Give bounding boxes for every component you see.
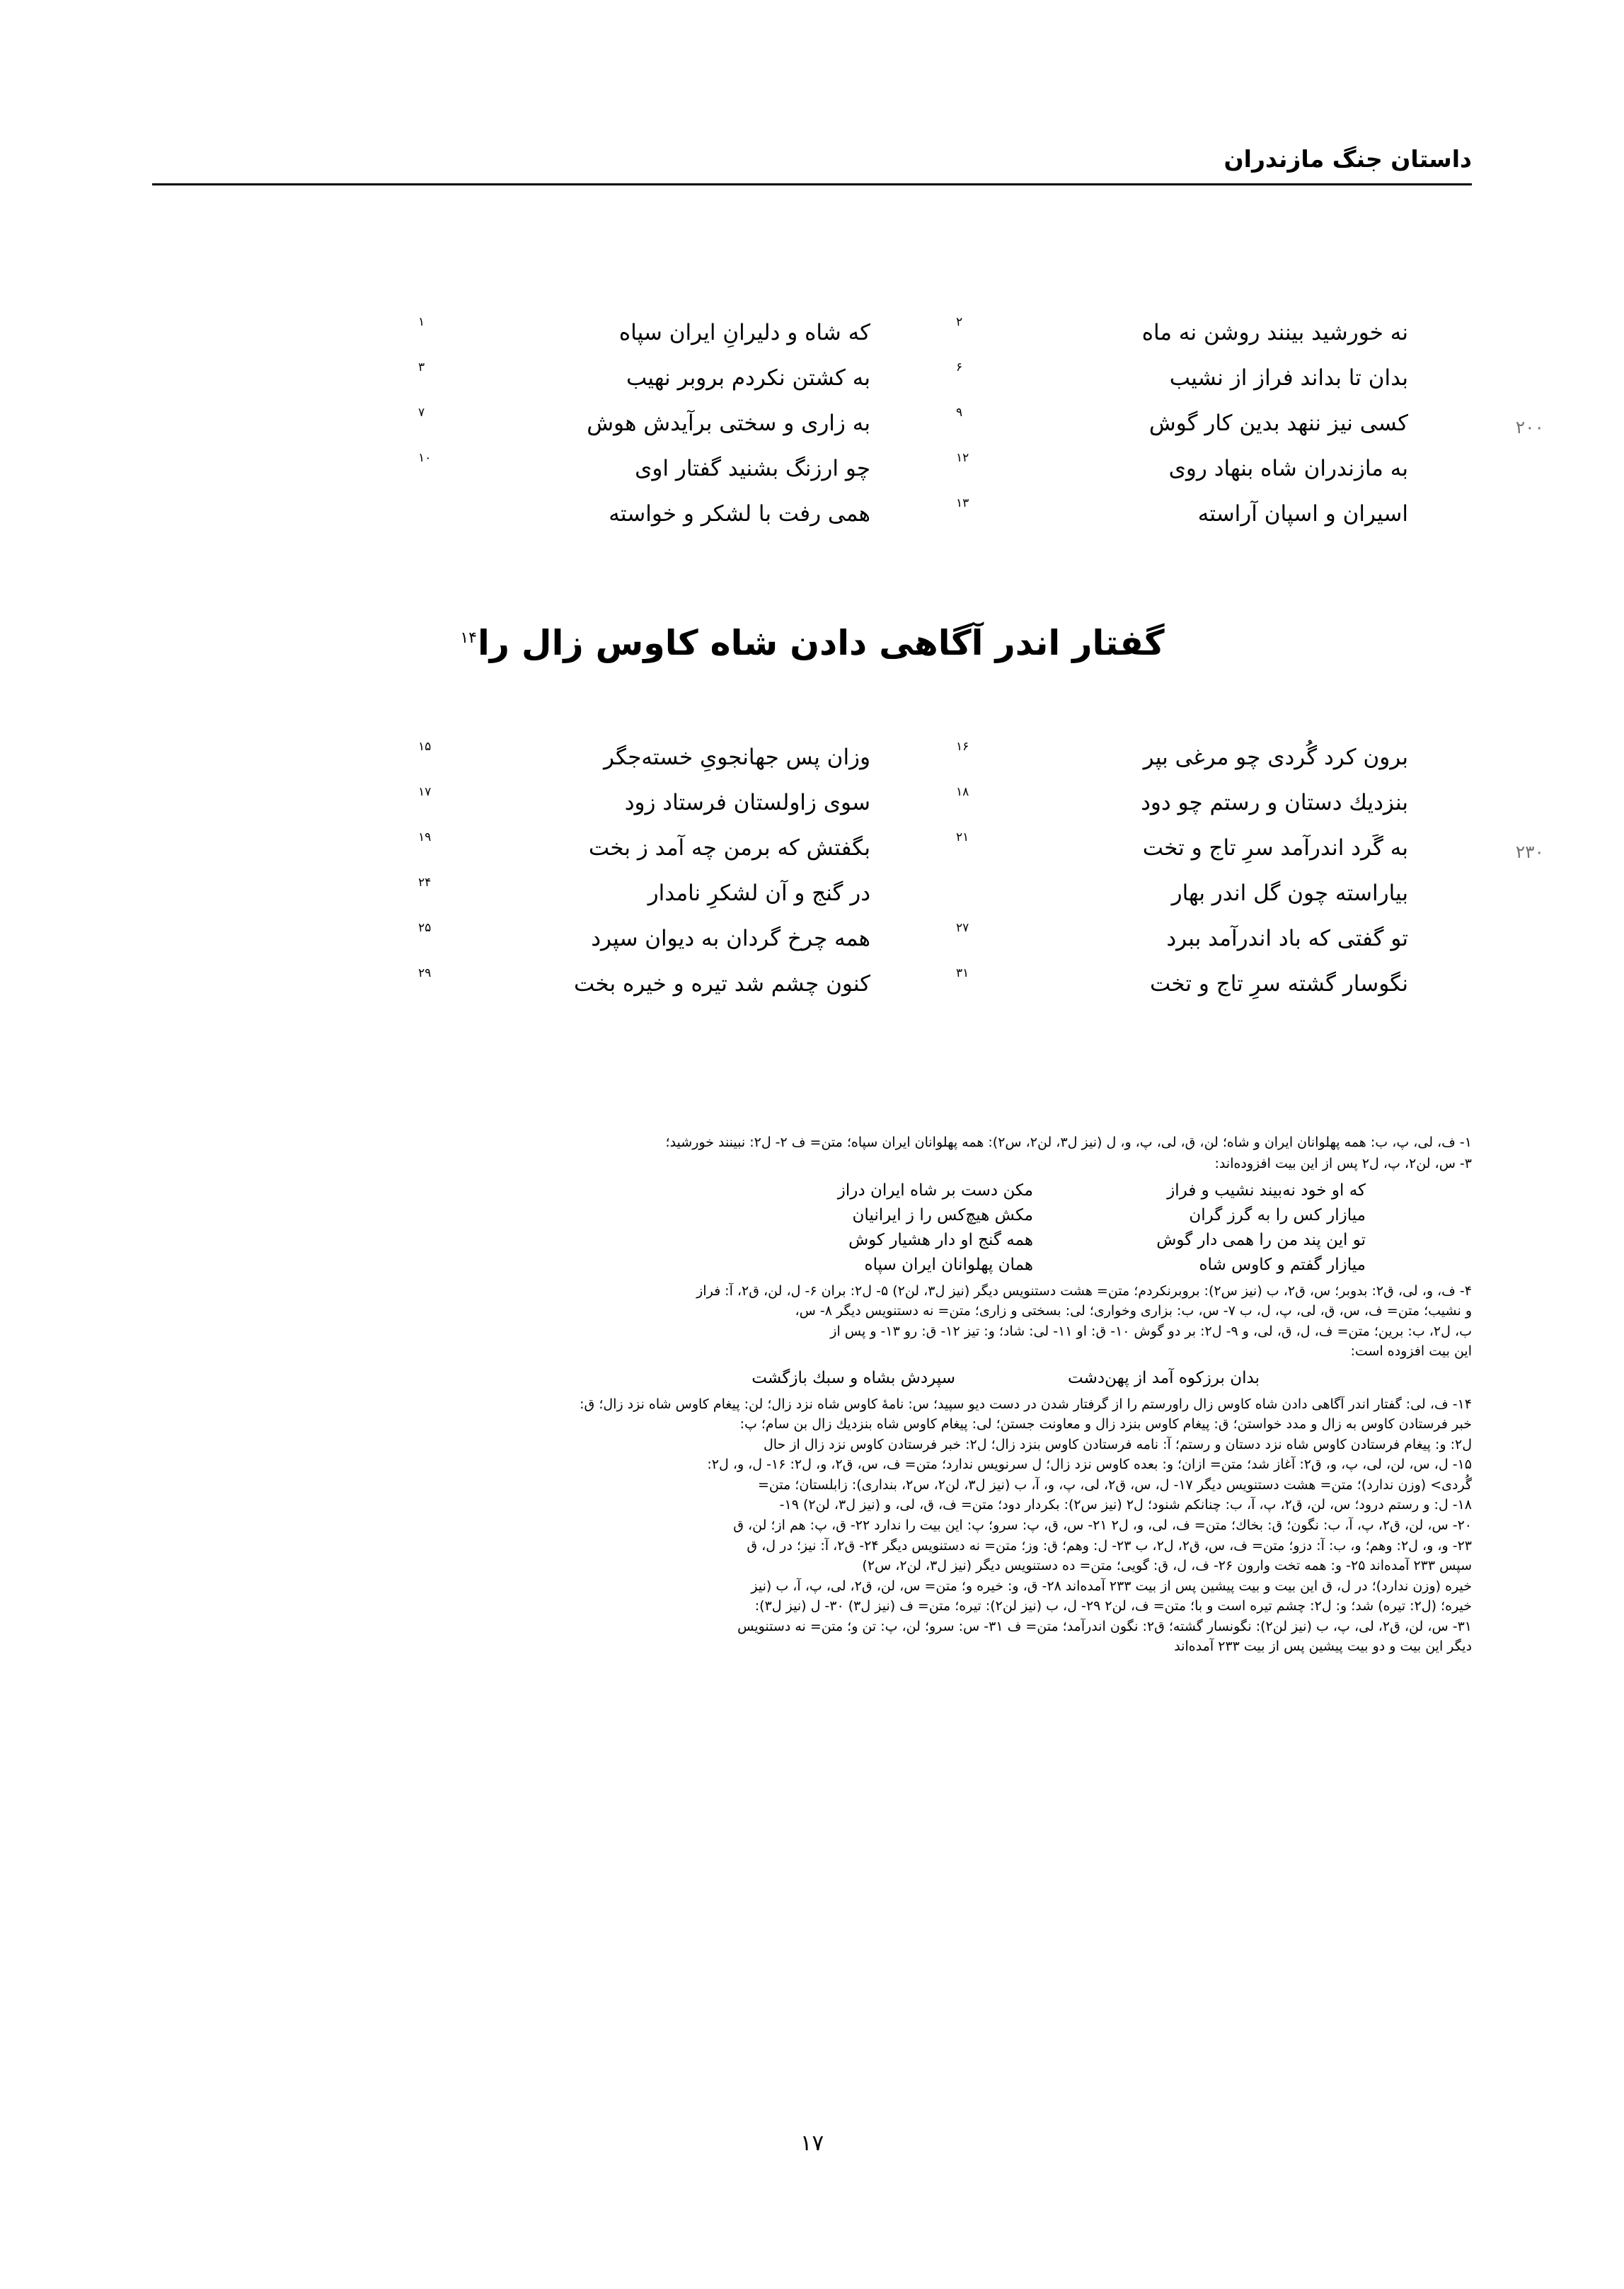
line-number-marker: ۲۰۰ xyxy=(1515,417,1544,437)
hemistich-text: کسی نیز ننهد بدین کار گوش xyxy=(1148,411,1408,436)
note-ref: ۱۲ xyxy=(956,451,969,465)
apparatus-entry: ل۲: و: پیغام فرستادن کاوس شاه نزد دستان و رستم؛ آ: نامه فرستادن کاوس بنزد زال؛ ل۲: خبر فرستادن کاوس نزد زال از حال xyxy=(763,1436,1472,1452)
couplet xyxy=(152,785,1472,815)
note-ref: ۱۷ xyxy=(418,785,432,799)
apparatus-inserted-verses-one xyxy=(152,1178,1472,1278)
hemistich-right: همه گنج او دار هشیار کوش xyxy=(848,1230,1033,1249)
hemistich-left xyxy=(955,966,1408,997)
apparatus-entry: ۲۰- س، لن، ق۲، پ، آ، ب: نگون؛ ق: بخاك؛ متن= ف، لی، و، ل۲ ۲۱- س، ق، پ: سرو؛ پ: این بیت را ندارد ۲۲- ق، پ: هم از؛ لن، ق xyxy=(733,1517,1472,1533)
hemistich-text: چو ارزنگ بشنید گفتار اوی xyxy=(635,456,870,481)
hemistich-right xyxy=(417,360,870,391)
couplet xyxy=(152,921,1472,951)
hemistich-text: برون کرد گُردی چو مرغی بپر xyxy=(1143,745,1408,770)
hemistich-text: نگوسار گشته سرِ تاج و تخت xyxy=(1149,971,1408,997)
apparatus-entry: ۱۴- ف، لی: گفتار اندر آگاهی دادن شاه کاوس زال راورستم را از گرفتار شدن در دست دیو سپید؛ س: نامهٔ کاوس شاه نزد زال؛ لن: پیغام کاوس شاه نزد زال؛ ق: xyxy=(580,1396,1472,1412)
hemistich-text: بدان تا بداند فراز از نشیب xyxy=(1169,365,1408,391)
note-ref: ۶ xyxy=(956,360,963,374)
note-ref: ۳۱ xyxy=(956,966,969,980)
hemistich-right xyxy=(417,876,870,906)
hemistich-right: مکن دست بر شاه ایران دراز xyxy=(837,1181,1033,1200)
hemistich-right xyxy=(417,966,870,997)
hemistich-right xyxy=(417,830,870,861)
apparatus-entry: و نشیب؛ متن= ف، س، ق، لی، پ، ل، ب ۷- س، ب: بزاری وخواری؛ لی: بسختی و زاری؛ متن= نه دستنویس دیگر ۸- س، xyxy=(795,1303,1472,1319)
page-number: ۱۷ xyxy=(800,2130,824,2156)
hemistich-text: بنزدیك دستان و رستم چو دود xyxy=(1141,790,1408,815)
note-ref: ۱۸ xyxy=(956,785,969,799)
hemistich-left xyxy=(955,406,1408,436)
apparatus-entry: ۳- س، لن۲، پ، ل۲ پس از این بیت افزوده‌اند: xyxy=(1214,1155,1472,1171)
apparatus-entry: خیره؛ (ل۲: تیره) شد؛ و: ل۲: چشم تیره است و با؛ متن= ف، لن۲ ۲۹- ل، ب (نیز لن۲): تیره؛ متن= ف (نیز ل۳) ۳۰- ل (نیز ل۳): xyxy=(754,1598,1472,1614)
hemistich-left: میازار گفتم و کاوس شاه xyxy=(1199,1255,1366,1274)
apparatus-entry: خبر فرستادن کاوس به زال و مدد خواستن؛ ق: پیغام کاوس بنزد زال و معاونت جستن؛ لی: پیغام کاوس شاه بنزدیك زال بن سام؛ پ: xyxy=(739,1416,1472,1433)
note-ref: ۳ xyxy=(418,360,425,374)
hemistich-right xyxy=(417,315,870,345)
hemistich-left xyxy=(955,785,1408,815)
apparatus-inserted-verses-two xyxy=(152,1366,1472,1391)
note-ref: ۲۷ xyxy=(956,921,969,935)
hemistich-right xyxy=(417,451,870,481)
apparatus-verse-line xyxy=(152,1366,1260,1391)
hemistich-right xyxy=(417,740,870,770)
apparatus-verse-line xyxy=(152,1178,1366,1203)
hemistich-left xyxy=(955,360,1408,391)
apparatus-verse-line xyxy=(152,1203,1366,1228)
hemistich-text: وزان پس جهانجویِ خسته‌جگر xyxy=(603,745,870,770)
apparatus-entry: خیره (وزن ندارد)؛ در ل، ق این بیت و بیت پیشین پس از بیت ۲۳۳ آمده‌اند ۲۸- ق، و: خیره و؛ متن= س، لن، ق۲، لی، پ، آ، ب (نیز xyxy=(751,1578,1472,1594)
hemistich-left: میازار کس را به گرز گران xyxy=(1189,1205,1366,1224)
apparatus-entry: ۱۵- ل، س، لن، لی، پ، و، ق۲: آغاز شد؛ متن= ازان؛ و: بعده کاوس نزد زال؛ ل سرنویس ندارد؛ متن= ف، س، ق۲، و، ل۲: ۱۶- ل، و، ل۲: xyxy=(707,1457,1472,1473)
hemistich-left xyxy=(955,880,1408,906)
couplet xyxy=(152,406,1544,437)
note-ref: ۱۹ xyxy=(418,830,432,844)
hemistich-left: که او خود نه‌بیند نشیب و فراز xyxy=(1167,1181,1366,1200)
hemistich-text: به زاری و سختی برآیدش هوش xyxy=(587,411,870,436)
hemistich-right: همان پهلوانان ایران سپاه xyxy=(864,1255,1033,1274)
verse-block-one xyxy=(152,315,1544,527)
hemistich-text: بیاراسته چون گل اندر بهار xyxy=(1171,880,1408,906)
note-ref: ۹ xyxy=(956,406,963,420)
line-number-marker: ۲۳۰ xyxy=(1515,842,1544,862)
apparatus-entry: ۴- ف، و، لی، ق۲: بدوبر؛ س، ق۲، ب (نیز س۲): بروبرنکردم؛ متن= هشت دستنویس دیگر (نیز ل۳، لن۲) ۵- ل۲: بران ۶- ل، لن، ق۲، آ: فراز xyxy=(696,1283,1472,1299)
apparatus-entry: ۱- ف، لی، پ، ب: همه پهلوانان ایران و شاه؛ لن، ق، لی، پ، و، ل (نیز ل۳، لن۲، س۲): همه پهلوانان ایران سپاه؛ متن= ف ۲- ل۲: نبینند خورشید؛ xyxy=(665,1135,1472,1150)
hemistich-text: همه چرخ گردان به دیوان سپرد xyxy=(591,926,870,951)
hemistich-left xyxy=(955,315,1408,345)
hemistich-right: سپردش بشاه و سبك بازگشت xyxy=(751,1368,955,1387)
note-ref: ۱۳ xyxy=(956,496,969,510)
section-heading xyxy=(152,623,1472,663)
hemistich-text: به گَرد اندرآمد سرِ تاج و تخت xyxy=(1142,835,1408,861)
hemistich-text: به مازندران شاه بنهاد روی xyxy=(1168,456,1408,481)
apparatus-entry: ۳۱- س، لن، ق۲، لی، پ، ب (نیز لن۲): نگونسار گشته؛ ق۲: نگون اندرآمد؛ متن= ف ۳۱- س: سرو؛ لن، پ: تن و؛ متن= نه دستنویس xyxy=(737,1618,1472,1634)
running-head-rule xyxy=(152,183,1472,185)
hemistich-left xyxy=(955,451,1408,481)
apparatus-verse-line xyxy=(152,1253,1366,1278)
apparatus-entry: دیگر این بیت و دو بیت پیشین پس از بیت ۲۳۳ آمده‌اند xyxy=(1174,1639,1472,1655)
couplet xyxy=(152,315,1472,345)
hemistich-text: بگفتش که برمن چه آمد ز بخت xyxy=(588,835,870,861)
apparatus-verse-line xyxy=(152,1228,1366,1253)
hemistich-left xyxy=(955,740,1408,770)
hemistich-left xyxy=(955,830,1408,861)
hemistich-right xyxy=(417,785,870,815)
apparatus-criticus xyxy=(152,1132,1472,1658)
note-ref: ۱۴ xyxy=(460,629,477,647)
hemistich-text: در گنج و آن لشکرِ نامدار xyxy=(647,880,870,906)
apparatus-entry: گُردی> (وزن ندارد)؛ متن= هشت دستنویس دیگر ۱۷- ل، س، ق۲، لی، پ، و، آ، ب (نیز ل۳، لن۲، س۲، بنداری): زابلستان؛ متن= xyxy=(757,1476,1472,1493)
note-ref: ۱ xyxy=(418,315,425,329)
note-ref: ۲۵ xyxy=(418,921,432,935)
hemistich-text: همی رفت با لشکر و خواسته xyxy=(609,501,870,527)
note-ref: ۲۱ xyxy=(956,830,969,844)
couplet xyxy=(152,360,1472,391)
hemistich-left xyxy=(955,496,1408,527)
couplet xyxy=(152,451,1472,481)
hemistich-right: مکش هیچ‌کس را ز ایرانیان xyxy=(852,1205,1033,1224)
hemistich-text: به کشتن نکردم بروبر نهیب xyxy=(626,365,870,391)
section-heading-text: گفتار اندر آگاهی دادن شاه کاوس زال را xyxy=(477,623,1165,663)
apparatus-entry: ۱۸- ل: و رستم درود؛ س، لن، ق۲، پ، آ، ب: چنانکم شنود؛ ل۲ (نیز س۲): بکردار دود؛ متن= ف، ق، لی، و (نیز ل۳، لن۲) ۱۹- xyxy=(779,1497,1472,1513)
hemistich-text: نه خورشید بینند روشن نه ماه xyxy=(1141,320,1408,345)
apparatus-entry: ۲۳- و، و، ل۲: وهم؛ و، ب: آ: دزو؛ متن= ف، س، ق۲، ل۲، ب ۲۳- ل: وهم؛ ق: وز؛ متن= نه دستنویس دیگر ۲۴- ق۲، آ: نیز؛ در ل، ق xyxy=(747,1537,1472,1554)
note-ref: ۲ xyxy=(956,315,963,329)
hemistich-right xyxy=(417,406,870,436)
note-ref: ۲۴ xyxy=(418,876,432,890)
couplet xyxy=(152,496,1472,527)
running-head-title: داستان جنگ مازندران xyxy=(1223,145,1472,173)
couplet xyxy=(152,830,1544,862)
note-ref: ۱۰ xyxy=(418,451,432,465)
couplet xyxy=(152,876,1472,906)
hemistich-text: کنون چشم شد تیره و خیره بخت xyxy=(574,971,870,997)
apparatus-entry: سپس ۲۳۳ آمده‌اند ۲۵- و: همه تخت وارون ۲۶- ف، ل، ق: گویی؛ متن= ده دستنویس دیگر (نیز ل۳، لن۲، س۲) xyxy=(862,1558,1472,1574)
hemistich-text: سوی زاولستان فرستاد زود xyxy=(624,790,870,815)
note-ref: ۲۹ xyxy=(418,966,432,980)
note-ref: ۷ xyxy=(418,406,425,420)
hemistich-text: که شاه و دلیرانِ ایران سپاه xyxy=(618,320,870,345)
note-ref: ۱۶ xyxy=(956,740,969,754)
hemistich-text: اسیران و اسپان آراسته xyxy=(1197,501,1408,527)
hemistich-left: تو این پند من را همی دار گوش xyxy=(1156,1230,1366,1249)
apparatus-entry: این بیت افزوده است: xyxy=(1350,1343,1472,1360)
hemistich-left xyxy=(955,921,1408,951)
couplet xyxy=(152,740,1472,770)
verse-block-two xyxy=(152,740,1544,997)
couplet xyxy=(152,966,1472,997)
hemistich-left: بدان برزکوه آمد از پهن‌دشت xyxy=(1068,1368,1260,1387)
note-ref: ۱۵ xyxy=(418,740,432,754)
hemistich-right xyxy=(417,921,870,951)
running-head-area xyxy=(152,145,1472,185)
apparatus-entry: ب، ل۲، ب: برین؛ متن= ف، ل، ق، لی، و ۹- ل۲: بر دو گوش ۱۰- ق: او ۱۱- لی: شاد؛ و: تیز ۱۲- ق: رو ۱۳- و پس از xyxy=(830,1323,1472,1339)
hemistich-right xyxy=(417,503,870,525)
hemistich-text: تو گفتی که باد اندرآمد ببرد xyxy=(1166,926,1408,951)
